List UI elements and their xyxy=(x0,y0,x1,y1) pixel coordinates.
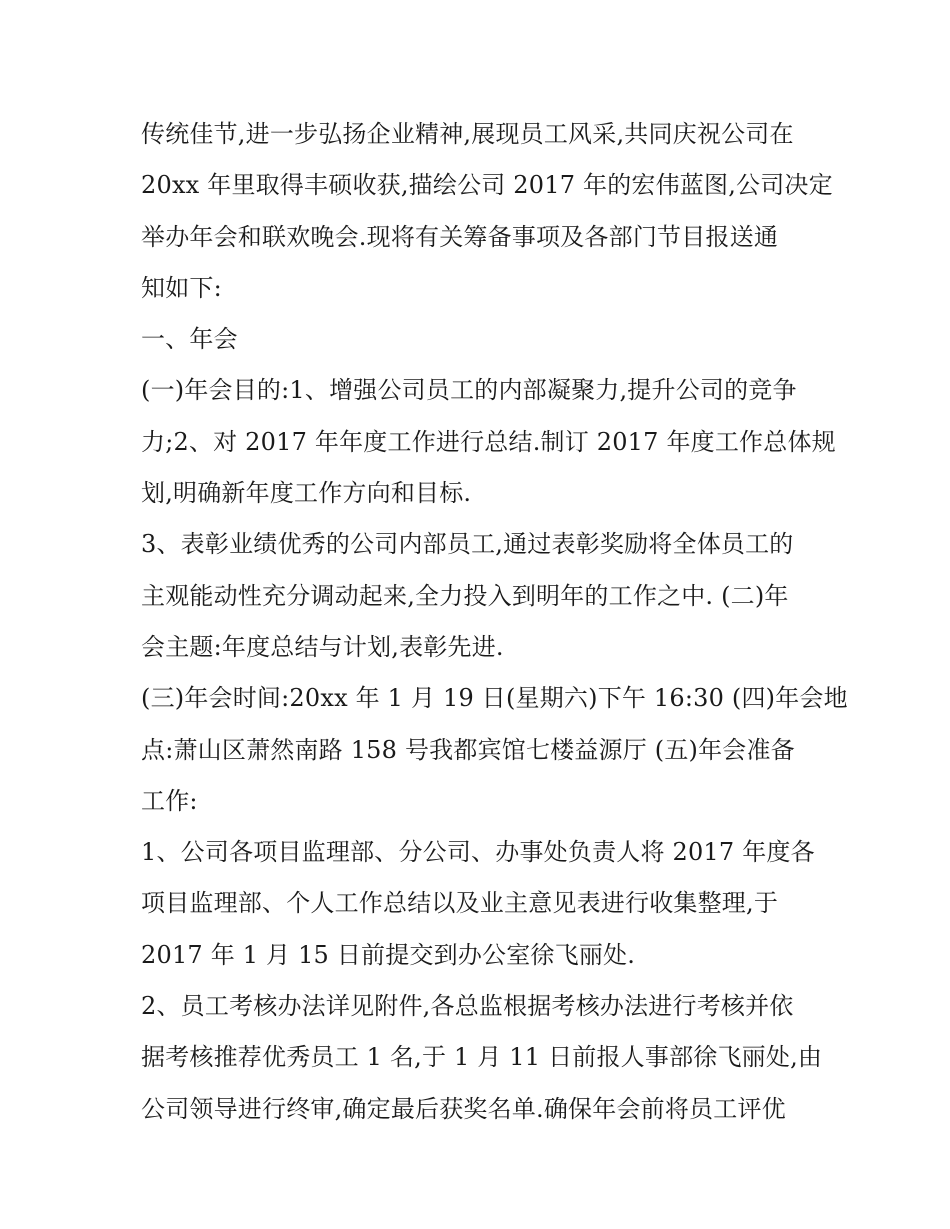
text-line-8: 划,明确新年度工作方向和目标. xyxy=(141,479,472,508)
text-line-15: 1、公司各项目监理部、分公司、办事处负责人将 2017 年度各 xyxy=(141,838,815,867)
text-line-14: 工作: xyxy=(141,786,198,815)
text-line-20: 公司领导进行终审,确定最后获奖名单.确保年会前将员工评优 xyxy=(141,1094,786,1123)
text-line-1: 传统佳节,进一步弘扬企业精神,展现员工风采,共同庆祝公司在 xyxy=(141,120,794,148)
text-line-11: 会主题:年度总结与计划,表彰先进. xyxy=(141,632,504,661)
text-line-16: 项目监理部、个人工作总结以及业主意见表进行收集整理,于 xyxy=(141,889,779,918)
text-line-9: 3、表彰业绩优秀的公司内部员工,通过表彰奖励将全体员工的 xyxy=(141,530,794,559)
document-body xyxy=(141,109,848,1135)
text-line-18: 2、员工考核办法详见附件,各总监根据考核办法进行考核并依 xyxy=(141,992,794,1021)
text-line-2: 20xx 年里取得丰硕收获,描绘公司 2017 年的宏伟蓝图,公司决定 xyxy=(141,171,833,200)
section-heading-annual-meeting: 一、年会 xyxy=(141,325,238,354)
text-line-4: 知如下: xyxy=(141,273,222,302)
text-line-13: 点:萧山区萧然南路 158 号我都宾馆七楼益源厅 (五)年会准备 xyxy=(141,735,795,764)
text-line-10: 主观能动性充分调动起来,全力投入到明年的工作之中. (二)年 xyxy=(141,581,789,610)
text-line-12: (三)年会时间:20xx 年 1 月 19 日(星期六)下午 16:30 (四)年会地 xyxy=(141,684,848,713)
text-line-3: 举办年会和联欢晚会.现将有关筹备事项及各部门节目报送通 xyxy=(141,222,779,251)
text-line-7: 力;2、对 2017 年年度工作进行总结.制订 2017 年度工作总体规 xyxy=(141,427,836,456)
text-line-17: 2017 年 1 月 15 日前提交到办公室徐飞丽处. xyxy=(141,940,636,969)
text-line-19: 据考核推荐优秀员工 1 名,于 1 月 11 日前报人事部徐飞丽处,由 xyxy=(141,1043,823,1072)
text-line-6: (一)年会目的:1、增强公司员工的内部凝聚力,提升公司的竞争 xyxy=(141,376,797,405)
